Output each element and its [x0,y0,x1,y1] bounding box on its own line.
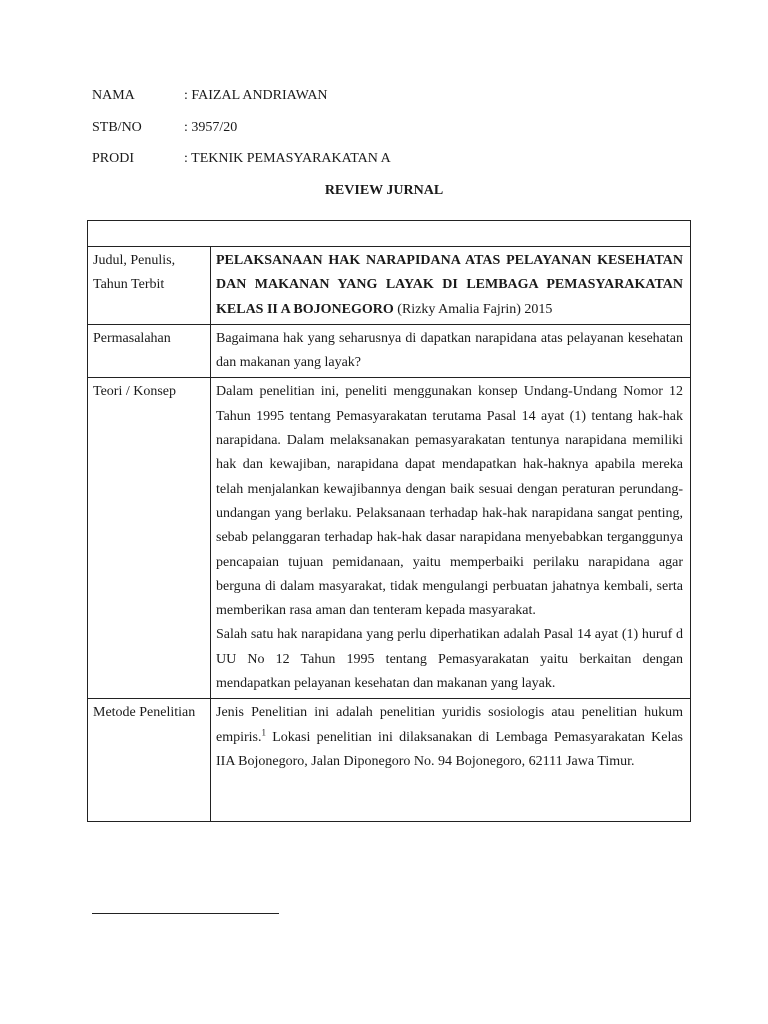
prodi-label: PRODI [92,151,135,166]
metode-text-2: Lokasi penelitian ini dilaksanakan di Lembaga Pemasyarakatan Kelas IIA Bojonegoro, Jalan Diponegoro No. 94 Bojonegoro, 62111 Jawa Timur. [216,729,683,769]
teori-content [211,378,691,699]
table-row-judul [88,247,691,325]
permasalahan-content: Bagaimana hak yang seharusnya di dapatkan narapidana atas pelayanan kesehatan dan makanan yang layak? [211,324,691,378]
footnote-separator [92,913,279,914]
metode-content [211,699,691,822]
table-header-blank-row [88,221,691,247]
stb-value: : 3957/20 [184,120,238,135]
metode-label: Metode Penelitian [88,699,211,822]
review-table [87,220,691,822]
document-title: REVIEW JURNAL [324,183,444,198]
teori-paragraph-1: Dalam penelitian ini, peneliti menggunakan konsep Undang-Undang Nomor 12 Tahun 1995 tentang Pemasyarakatan terutama Pasal 14 ayat (1) tentang hak-hak narapidana. Dalam melaksanakan pemasyarakatan tentunya narapidana memiliki hak dan kewajiban, narapidana dapat mendapatkan hak-haknya apabila mereka telah menjalankan kewajibannya dengan baik sesuai dengan peraturan perundang-undangan yang berlaku. Pelaksanaan terhadap hak-hak narapidana sangat penting, sebab pelanggaran terhadap hak-hak dasar narapidana menyebabkan terganggunya pencapaian tujuan pemidanaan, yaitu memperbaiki perilaku narapidana agar berguna di dalam masyarakat, tidak mengulangi perbuatan jahatnya kembali, serta memberikan rasa aman dan tenteram kepada masyarakat. [216,384,683,619]
nama-label: NAMA [92,88,135,103]
table-row-permasalahan [88,324,691,378]
journal-title: PELAKSANAAN HAK NARAPIDANA ATAS PELAYANAN KESEHATAN DAN MAKANAN YANG LAYAK DI LEMBAGA PEMASYARAKATAN KELAS II A BOJONEGORO [216,253,683,317]
table-row-teori [88,378,691,699]
footnote-marker: 1 [261,726,266,737]
stb-label: STB/NO [92,120,142,135]
table-row-metode [88,699,691,822]
prodi-value: : TEKNIK PEMASYARAKATAN A [184,151,391,166]
metode-text-1: Jenis Penelitian ini adalah penelitian yuridis sosiologis atau penelitian hukum empiris. [216,705,683,745]
teori-label: Teori / Konsep [88,378,211,699]
journal-author-year: (Rizky Amalia Fajrin) 2015 [393,301,553,317]
judul-label: Judul, Penulis, Tahun Terbit [88,247,211,325]
nama-value: : FAIZAL ANDRIAWAN [184,88,328,103]
permasalahan-label: Permasalahan [88,324,211,378]
judul-content [211,247,691,325]
blank-cell [88,221,691,247]
teori-paragraph-2: Salah satu hak narapidana yang perlu diperhatikan adalah Pasal 14 ayat (1) huruf d UU No 12 Tahun 1995 tentang Pemasyarakatan yaitu berkaitan dengan mendapatkan pelayanan kesehatan dan makanan yang layak. [216,627,683,692]
